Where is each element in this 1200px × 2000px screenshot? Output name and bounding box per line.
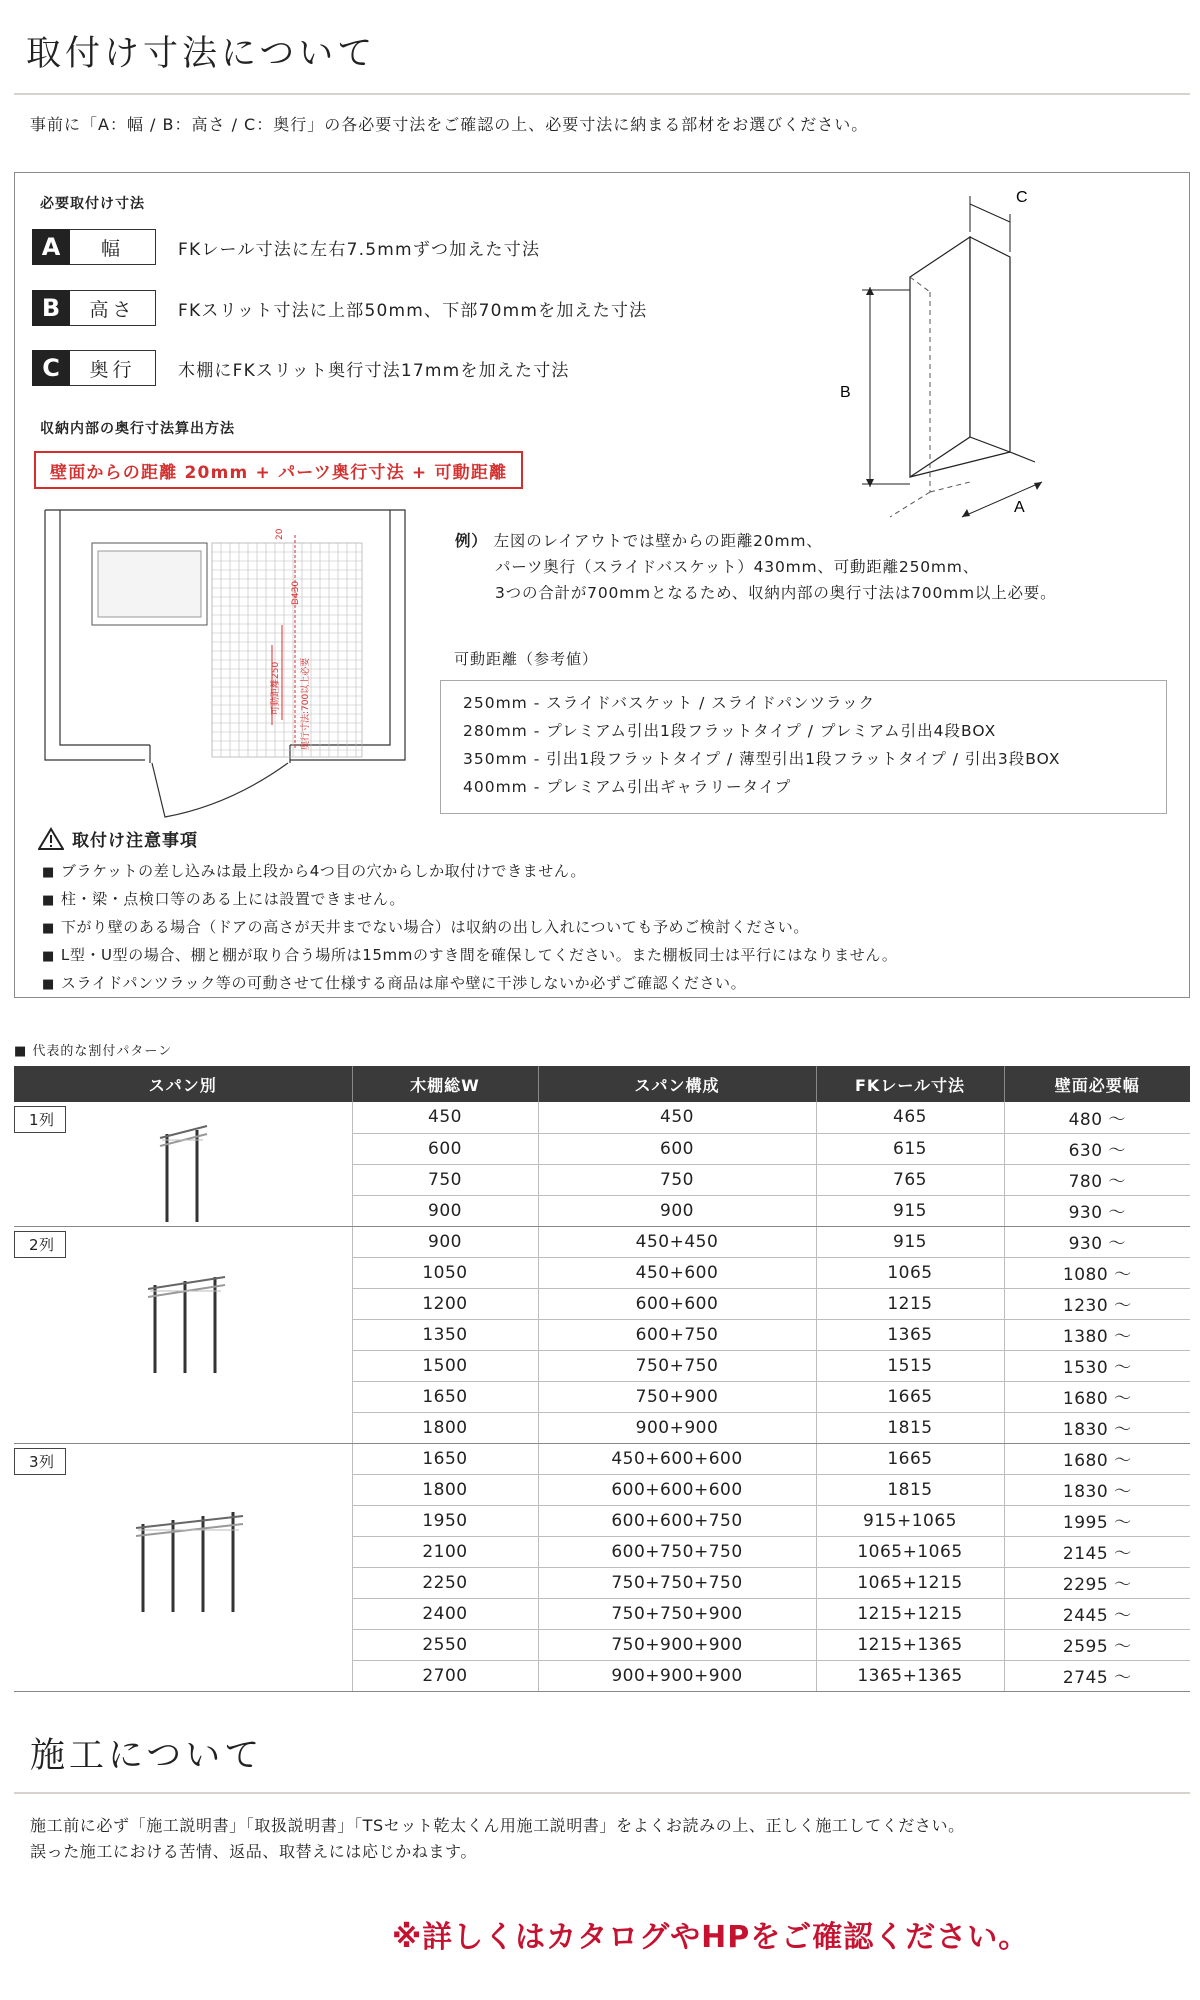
plan-label-d430: D430 bbox=[291, 580, 301, 605]
dim-row-a bbox=[32, 229, 540, 265]
table-cell: 1650 bbox=[352, 1381, 538, 1412]
table-cell: 1800 bbox=[352, 1474, 538, 1505]
column-header: 壁面必要幅 bbox=[1004, 1066, 1190, 1102]
table-row bbox=[14, 1443, 1190, 1474]
install-text bbox=[30, 1813, 965, 1865]
table-cell: 465 bbox=[816, 1102, 1004, 1133]
table-cell: 1830 〜 bbox=[1004, 1412, 1190, 1443]
plan-diagram bbox=[40, 505, 420, 825]
table-cell: 750+750 bbox=[538, 1350, 816, 1381]
movable-item: 350mm - 引出1段フラットタイプ / 薄型引出1段フラットタイプ / 引出3段BOX bbox=[463, 750, 1061, 768]
table-cell: 900 bbox=[352, 1226, 538, 1257]
dim-name: 高さ bbox=[70, 290, 156, 326]
plan-grid bbox=[212, 543, 362, 757]
plan-label-20: 20 bbox=[275, 528, 285, 540]
table-cell: 1815 bbox=[816, 1412, 1004, 1443]
table-cell: 1215+1215 bbox=[816, 1598, 1004, 1629]
table-cell: 1530 〜 bbox=[1004, 1350, 1190, 1381]
table-cell: 1995 〜 bbox=[1004, 1505, 1190, 1536]
table-cell: 1215+1365 bbox=[816, 1629, 1004, 1660]
dim-letter: A bbox=[32, 229, 70, 265]
table-cell: 1665 bbox=[816, 1443, 1004, 1474]
dim-letter: B bbox=[32, 290, 70, 326]
table-cell: 2400 bbox=[352, 1598, 538, 1629]
table-cell: 1380 〜 bbox=[1004, 1319, 1190, 1350]
table-cell: 2100 bbox=[352, 1536, 538, 1567]
movable-list bbox=[440, 680, 1167, 814]
table-cell: 1680 〜 bbox=[1004, 1443, 1190, 1474]
movable-item: 280mm - プレミアム引出1段フラットタイプ / プレミアム引出4段BOX bbox=[463, 722, 997, 740]
column-header: 木棚総W bbox=[352, 1066, 538, 1102]
table-row bbox=[14, 1226, 1190, 1257]
required-heading: 必要取付け寸法 bbox=[40, 196, 145, 212]
table-cell: 1950 bbox=[352, 1505, 538, 1536]
table-cell: 2445 〜 bbox=[1004, 1598, 1190, 1629]
span-group-cell bbox=[14, 1443, 352, 1691]
caution-item: ■ 柱・梁・点検口等のある上には設置できません。 bbox=[42, 886, 897, 914]
table-cell: 780 〜 bbox=[1004, 1164, 1190, 1195]
shelf-illustration bbox=[128, 1506, 298, 1616]
formula-box: 壁面からの距離 20mm + パーツ奥行寸法 + 可動距離 bbox=[34, 451, 523, 489]
table-header bbox=[14, 1066, 1190, 1102]
table-cell: 1065+1065 bbox=[816, 1536, 1004, 1567]
span-group-label: 3列 bbox=[14, 1448, 66, 1475]
shelf-illustration bbox=[140, 1267, 280, 1377]
table-cell: 1830 〜 bbox=[1004, 1474, 1190, 1505]
table-cell: 750 bbox=[538, 1164, 816, 1195]
table-cell: 765 bbox=[816, 1164, 1004, 1195]
table-cell: 1665 bbox=[816, 1381, 1004, 1412]
caution-item: ■ L型・U型の場合、棚と棚が取り合う場所は15mmのすき間を確保してください。また棚板同士は平行にはなりません。 bbox=[42, 942, 897, 970]
table-cell: 900 bbox=[352, 1195, 538, 1226]
table-cell: 1065 bbox=[816, 1257, 1004, 1288]
caution-item: ■ ブラケットの差し込みは最上段から4つ目の穴からしか取付けできません。 bbox=[42, 858, 897, 886]
dim-text: FKスリット寸法に上部50mm、下部70mmを加えた寸法 bbox=[178, 300, 648, 321]
mount-lead: 事前に「A：幅 / B：高さ / C：奥行」の各必要寸法をご確認の上、必要寸法に納まる部材をお選びください。 bbox=[30, 115, 869, 134]
table-cell: 1500 bbox=[352, 1350, 538, 1381]
dim-text: FKレール寸法に左右7.5mmずつ加えた寸法 bbox=[178, 239, 541, 260]
table-cell: 2295 〜 bbox=[1004, 1567, 1190, 1598]
example-line-2: パーツ奥行（スライドバスケット）430mm、可動距離250mm、 bbox=[495, 558, 979, 576]
example-label: 例） bbox=[455, 532, 488, 550]
install-line: 施工前に必ず「施工説明書」「取扱説明書」「TSセット乾太くん用施工説明書」をよくお読みの上、正しく施工してください。 bbox=[30, 1816, 965, 1835]
table-cell: 900+900 bbox=[538, 1412, 816, 1443]
table-cell: 1050 bbox=[352, 1257, 538, 1288]
dim-row-b bbox=[32, 290, 647, 326]
table-cell: 1215 bbox=[816, 1288, 1004, 1319]
table-cell: 450+600+600 bbox=[538, 1443, 816, 1474]
table-cell: 2595 〜 bbox=[1004, 1629, 1190, 1660]
diagram-label-c: C bbox=[1016, 189, 1028, 206]
calc-heading: 収納内部の奥行寸法算出方法 bbox=[40, 421, 235, 437]
table-cell: 930 〜 bbox=[1004, 1195, 1190, 1226]
caution-header bbox=[38, 826, 198, 851]
dim-text: 木棚にFKスリット奥行寸法17mmを加えた寸法 bbox=[178, 360, 570, 381]
table-cell: 450+600 bbox=[538, 1257, 816, 1288]
patterns-heading: ■ 代表的な割付パターン bbox=[14, 1044, 173, 1059]
movable-item: 400mm - プレミアム引出ギャラリータイプ bbox=[463, 778, 792, 796]
table-cell: 750+750+900 bbox=[538, 1598, 816, 1629]
install-divider bbox=[14, 1792, 1190, 1794]
table-cell: 600+750 bbox=[538, 1319, 816, 1350]
example-text: 左図のレイアウトでは壁からの距離20mm、 bbox=[493, 532, 823, 550]
table-cell: 900+900+900 bbox=[538, 1660, 816, 1691]
table-cell: 915 bbox=[816, 1195, 1004, 1226]
movable-item: 250mm - スライドバスケット / スライドパンツラック bbox=[463, 694, 876, 712]
table-body bbox=[14, 1102, 1190, 1691]
table-cell: 615 bbox=[816, 1133, 1004, 1164]
install-line: 誤った施工における苦情、返品、取替えには応じかねます。 bbox=[30, 1842, 477, 1861]
span-group-label: 1列 bbox=[14, 1106, 66, 1133]
title-divider bbox=[14, 93, 1190, 95]
mount-title: 取付け寸法について bbox=[26, 34, 377, 74]
span-table bbox=[14, 1066, 1190, 1692]
table-cell: 930 〜 bbox=[1004, 1226, 1190, 1257]
span-group-cell bbox=[14, 1102, 352, 1226]
table-cell: 1800 bbox=[352, 1412, 538, 1443]
table-cell: 600+600+750 bbox=[538, 1505, 816, 1536]
plan-label-mv: 可動距離250 bbox=[271, 661, 281, 715]
table-cell: 600 bbox=[352, 1133, 538, 1164]
column-header: FKレール寸法 bbox=[816, 1066, 1004, 1102]
dim-letter: C bbox=[32, 350, 70, 386]
column-header: スパン構成 bbox=[538, 1066, 816, 1102]
table-cell: 1080 〜 bbox=[1004, 1257, 1190, 1288]
plan-label-total: 奥行寸法:700以上必要 bbox=[301, 657, 311, 750]
dim-name: 奥行 bbox=[70, 350, 156, 386]
table-cell: 2550 bbox=[352, 1629, 538, 1660]
table-cell: 1365 bbox=[816, 1319, 1004, 1350]
footer-note: ※詳しくはカタログやHPをご確認ください。 bbox=[392, 1920, 1030, 1955]
table-cell: 450+450 bbox=[538, 1226, 816, 1257]
example-block bbox=[455, 528, 1056, 606]
table-cell: 750+750+750 bbox=[538, 1567, 816, 1598]
table-cell: 915 bbox=[816, 1226, 1004, 1257]
dimension-diagram bbox=[830, 182, 1120, 542]
table-cell: 1230 〜 bbox=[1004, 1288, 1190, 1319]
span-group-label: 2列 bbox=[14, 1231, 66, 1258]
shelf-illustration bbox=[152, 1116, 262, 1226]
table-cell: 1515 bbox=[816, 1350, 1004, 1381]
table-cell: 600 bbox=[538, 1133, 816, 1164]
table-cell: 2250 bbox=[352, 1567, 538, 1598]
table-cell: 750+900 bbox=[538, 1381, 816, 1412]
example-line-1 bbox=[455, 528, 1056, 554]
table-cell: 900 bbox=[538, 1195, 816, 1226]
table-cell: 600+750+750 bbox=[538, 1536, 816, 1567]
table-cell: 2145 〜 bbox=[1004, 1536, 1190, 1567]
table-row bbox=[14, 1102, 1190, 1133]
table-cell: 1365+1365 bbox=[816, 1660, 1004, 1691]
table-cell: 450 bbox=[538, 1102, 816, 1133]
caution-item: ■ スライドパンツラック等の可動させて仕様する商品は扉や壁に干渉しないか必ずご確認ください。 bbox=[42, 970, 897, 998]
column-header: スパン別 bbox=[14, 1066, 352, 1102]
table-cell: 2745 〜 bbox=[1004, 1660, 1190, 1691]
table-cell: 750+900+900 bbox=[538, 1629, 816, 1660]
span-group-cell bbox=[14, 1226, 352, 1443]
table-cell: 1815 bbox=[816, 1474, 1004, 1505]
table-cell: 1650 bbox=[352, 1443, 538, 1474]
table-cell: 915+1065 bbox=[816, 1505, 1004, 1536]
diagram-label-b: B bbox=[840, 384, 851, 401]
table-cell: 1200 bbox=[352, 1288, 538, 1319]
diagram-label-a: A bbox=[1014, 499, 1025, 516]
install-title: 施工について bbox=[30, 1736, 264, 1776]
warning-icon bbox=[38, 827, 64, 851]
dim-row-c bbox=[32, 350, 570, 386]
table-cell: 2700 bbox=[352, 1660, 538, 1691]
movable-heading: 可動距離（参考値） bbox=[454, 650, 599, 668]
table-cell: 480 〜 bbox=[1004, 1102, 1190, 1133]
caution-list bbox=[42, 858, 897, 998]
table-cell: 600+600 bbox=[538, 1288, 816, 1319]
table-cell: 1350 bbox=[352, 1319, 538, 1350]
table-cell: 750 bbox=[352, 1164, 538, 1195]
dim-name: 幅 bbox=[70, 229, 156, 265]
caution-item: ■ 下がり壁のある場合（ドアの高さが天井までない場合）は収納の出し入れについても予めご検討ください。 bbox=[42, 914, 897, 942]
caution-heading: 取付け注意事項 bbox=[72, 831, 198, 851]
table-cell: 600+600+600 bbox=[538, 1474, 816, 1505]
table-cell: 1065+1215 bbox=[816, 1567, 1004, 1598]
example-line-3: 3つの合計が700mmとなるため、収納内部の奥行寸法は700mm以上必要。 bbox=[495, 584, 1057, 602]
table-cell: 1680 〜 bbox=[1004, 1381, 1190, 1412]
table-cell: 630 〜 bbox=[1004, 1133, 1190, 1164]
table-cell: 450 bbox=[352, 1102, 538, 1133]
